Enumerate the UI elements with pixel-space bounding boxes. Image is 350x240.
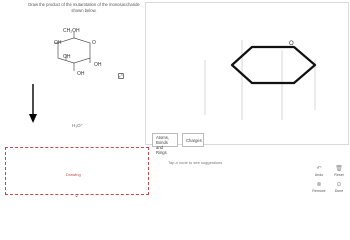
undo-button[interactable] <box>311 166 327 180</box>
question-line-1: Draw the product of the mutarotation of the monosaccharide <box>28 2 140 7</box>
remove-icon: ⊗ <box>316 182 322 188</box>
question-text <box>4 2 164 14</box>
reactant-ring-oxygen-label: O <box>92 40 96 46</box>
remove-label: Remove <box>312 189 326 193</box>
remove-button[interactable] <box>311 182 327 196</box>
undo-icon: ↶ <box>316 166 322 172</box>
expand-icon[interactable]: ⤢ <box>119 73 123 78</box>
undo-label: Undo <box>314 173 324 177</box>
reactant-oh-bottom-label: OH <box>77 71 85 77</box>
reactant-oh-right-label: OH <box>94 62 102 68</box>
canvas-template-ring[interactable] <box>187 20 337 130</box>
product-box-label: Drawing <box>66 172 81 177</box>
reaction-arrow <box>28 84 38 124</box>
canvas-ring-oxygen-label: O <box>289 41 294 47</box>
reagent-label: H₃O⁺ <box>72 123 83 128</box>
reset-button[interactable] <box>331 166 347 180</box>
question-line-2: shown below. <box>71 8 97 13</box>
canvas-hint: Tap a node to see suggestions <box>168 160 223 165</box>
check-icon: ⊙ <box>336 182 342 188</box>
chevron-down-icon[interactable]: ⌄ <box>74 193 80 199</box>
product-drop-zone[interactable] <box>5 147 149 195</box>
reactant-oh-left-label: OH <box>54 40 62 46</box>
done-label: Done <box>334 189 344 193</box>
trash-icon: 🗑 <box>335 166 343 172</box>
reset-label: Reset <box>334 173 344 177</box>
tab-charges[interactable]: Charges <box>182 133 204 147</box>
reactant-ch2oh-label: CH₂OH <box>63 28 80 34</box>
done-button[interactable] <box>331 182 347 196</box>
reactant-oh-mid-label: OH <box>63 54 71 60</box>
tab-atoms-bonds-rings[interactable]: Atoms, Bonds and Rings <box>152 133 178 147</box>
